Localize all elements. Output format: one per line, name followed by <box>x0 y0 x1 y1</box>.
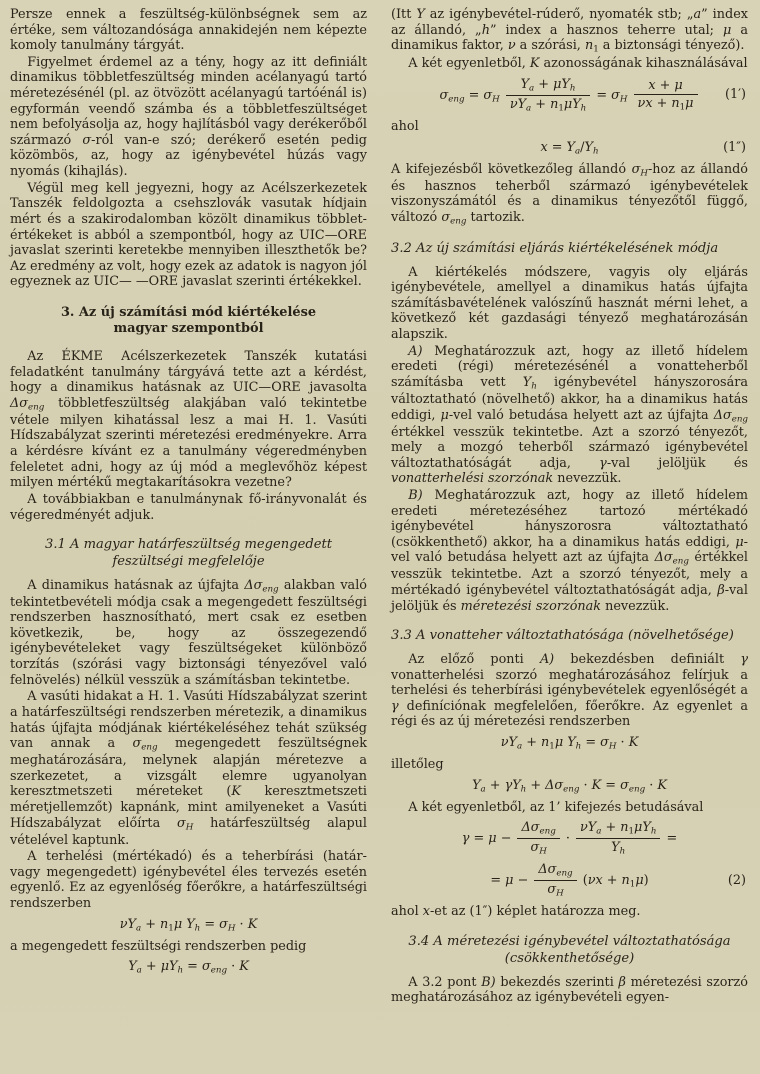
paragraph: ahol <box>391 118 419 134</box>
paragraph: A terhelési (mértékadó) és a teherbírási (határ- vagy megengedett) igénybevétel éles tervezés esetén egyenlő. Ez az egyenlőség főerőkre, a határfeszültségi rendszerben <box>10 849 367 912</box>
equation-body: νYa + n1μ Yh = σH · K <box>500 735 639 752</box>
equation-body: σeng = σH $\frac{\text{Ya + μYh}}{\text{νYa + n1μYh}}$ = σH $\frac{x + \mu}{\nu x + n1\mu}$ <box>439 77 699 114</box>
paragraph: A két egyenletből, az 1’ kifejezés betudásával <box>408 799 704 815</box>
paragraph: Az előző ponti A) bekezdésben definiált γ vonatterhelési szorzó meghatározásához felírjuk a terhelési és teherbírási igénybevételek egyenlőségét a γ definíciónak megfelelően, főerőkre. Az egyenlet a régi és az új méretezési rendszerben <box>391 652 748 730</box>
paragraph: Figyelmet érdemel az a tény, hogy az itt definiált dinamikus többletfeszültség minden acélanyagú tartó méretezésénél (pl. az ötvözött acélanyagú tartóénál is) egyformán veendő számba és a többletfeszültséget nem befolyásolja az, hogy hajlításból vagy derékerőből származó σ-ról van-e szó; derékerő esetén pedig közömbös, az, hogy az igénybevétel húzás vagy nyomás (kihajlás). <box>10 54 367 180</box>
equation-1-double-prime <box>391 140 748 157</box>
subsection-heading-3-4-line2: (csökkenthetősége) <box>504 950 635 966</box>
subsection-heading-3-4 <box>391 934 748 968</box>
subsection-heading-3-1: 3.1 A magyar határfeszültség megengedett feszültségi megfelelője <box>44 537 333 569</box>
paragraph: A 3.2 pont B) bekezdés szerinti β méretezési szorzó meghatározásához az igénybevételi egyen- <box>391 974 748 1006</box>
equation-number: (1′) <box>724 87 746 103</box>
paragraph: Végül meg kell jegyezni, hogy az Acélszerkezetek Tanszék feldolgozta a csehszlovák vasutak hídjain mért és a szakirodalomban közölt dinamikus többlet-értékeket is abból a szempontból, hogy az UIC—ORE javaslat szerinti keretekbe mennyiben illeszthetők be? Az eredmény az volt, hogy ezek az adatok is nagyon jól egyeznek az UIC— —ORE javaslat szerinti értékekkel. <box>10 180 368 290</box>
equation-body: = μ − $\frac{\text{Δσeng}}{\sigma H}$ (νx + n1μ) <box>490 862 649 899</box>
paragraph: Persze ennek a feszültség-különbségnek sem az értéke, sem változandósága annakidején nem képezte komoly tanulmány tárgyát. <box>10 7 367 54</box>
paragraph: ahol x-et az (1″) képlet határozza meg. <box>391 904 641 920</box>
equation-1-prime <box>391 77 748 114</box>
subsection-heading-3-2: 3.2 Az új számítási eljárás kiértékelésének módja <box>391 240 719 256</box>
paragraph: A) Meghatározzuk azt, hogy az illető hídelem eredeti (régi) méretezésénél a vonatteherből számításba vett Yh igénybevétel hányszorosára változtatható (növelhető) akkor, ha a dinamikus hatás eddigi, μ-vel való betudása helyett azt az újfajta Δσeng értékkel vesszük tekintetbe. Azt a szorzó tényezőt, mely a mozgó teherből származó igénybevétel változtathatóságát adja, γ-val jelöljük és vonatterhelési szorzónak nevezzük. <box>391 343 748 487</box>
equation-body: νYa + n1μ Yh = σH · K <box>119 916 258 934</box>
subsection-heading-3-3: 3.3 A vonatteher változtathatósága (növelhetősége) <box>391 628 734 644</box>
paragraph: A két egyenletből, K azonosságának kihasználásával <box>408 56 748 72</box>
equation-new-system <box>391 778 748 795</box>
paragraph: B) Meghatározzuk azt, hogy az illető hídelem eredeti méretezéséhez tartozó mértékadó igénybevétel hányszorosra változtatható (csökkenthető) akkor, ha a dinamikus hatás eddigi, μ-vel való betudása helyett azt az újfajta Δσeng értékkel vesszük tekintetbe. Azt a szorzó tényezőt, mely a mértékadó igénybevétel változtathatóságát adja, β-val jelöljük és méretezési szorzónak nevezzük. <box>391 487 748 614</box>
paragraph: A kiértékelés módszere, vagyis oly eljárás igénybevétele, amellyel a dinamikus hatás újfajta számításbavételének valószínű hasznát mérni lehet, a következő két gazdasági tényező meghatározásán alapszik. <box>391 264 748 343</box>
paragraph: illetőleg <box>391 757 444 773</box>
paragraph: Az ÉKME Acélszerkezetek Tanszék kutatási feladatként tanulmány tárgyává tette azt a kérdést, hogy a dinamikus hatásnak az UIC—ORE javasolta Δσeng többletfeszültség alakjában való tekintetbe vétele milyen kihatással lesz a mai H. 1. Vasúti Hídszabályzat szerinti méretezési eredményekre. Arra a kérdésre kívánt ez a tanulmány végeredményben feleletet adni, hogy az új mód a meglevőhöz képest milyen mértékű megtakarításokra vezetne? <box>10 349 367 491</box>
equation-number: (2) <box>727 873 746 889</box>
equation-body: Ya + γYh + Δσeng · K = σeng · K <box>472 777 667 795</box>
equation-old-system <box>391 735 748 752</box>
section-heading-3-line2: magyar szempontból <box>113 321 264 337</box>
paragraph: (Itt Y az igénybevétel-rúderő, nyomaték stb; „a” index az állandó, „h” index a hasznos teherre utal; μ a dinamikus faktor, ν a szórási, n1 a biztonsági tényező). <box>391 7 748 55</box>
paragraph: A kifejezésből következőleg állandó σH-hoz az állandó és hasznos teherből származó igénybevételek viszonyszámától és a dinamikus tényezőtől függő, változó σeng tartozik. <box>391 161 748 227</box>
section-heading-3-line1: 3. Az új számítási mód kiértékelése <box>60 304 317 320</box>
left-column <box>10 7 367 1074</box>
paragraph: A vasúti hidakat a H. 1. Vasúti Hídszabályzat szerint a határfeszültségi rendszerben méretezik, a dinamikus hatás újfajta módjának kiértékeléséhez tehát szükség van annak a σeng megengedett feszültségnek meghatározására, melynek alapján méretezve a szerkezetet, a vizsgált elemre ugyanolyan keresztmetszeti méreteket (K keresztmetszeti méretjellemzőt) kapnánk, mint amilyeneket a Vasúti Hídszabályzat előírta σH határfeszültség alapul vételével kaptunk. <box>10 689 367 848</box>
equation-body: Ya + μYh = σeng · K <box>128 959 249 976</box>
paragraph: A dinamikus hatásnak az újfajta Δσeng alakban való tekintetbevételi módja csak a megengedett feszültségi rendszerben hasznosítható, mert csak ez esetben következik, be, hogy az összegezendő igénybevételeket vagy feszültségeket különböző torzítás (szórási vagy biztonsági tényezővel való felnövelés) nélkül vesszük a számításban tekintetbe. <box>10 577 367 688</box>
section-heading-3 <box>16 305 361 338</box>
equation-limit-state <box>10 917 367 934</box>
equation-number: (1″) <box>723 140 746 156</box>
paragraph: A továbbiakban e tanulmánynak fő-irányvonalát és végeredményét adjuk. <box>10 491 367 523</box>
right-column <box>391 7 748 1074</box>
paragraph: a megengedett feszültségi rendszerben pedig <box>10 938 307 954</box>
equation-2-line2 <box>391 862 748 899</box>
equation-body: γ = μ − $\frac{\text{Δσeng}}{\sigma H}$ · $\frac{\text{νYa + n1μYh}}{Yh}$ = <box>461 820 678 857</box>
equation-2-line1 <box>391 820 748 857</box>
equation-body: x = Ya/Yh <box>540 139 599 156</box>
subsection-heading-3-4-line1: 3.4 A méretezési igénybevétel változtathatósága <box>408 934 731 950</box>
equation-allowable-stress <box>10 959 367 976</box>
